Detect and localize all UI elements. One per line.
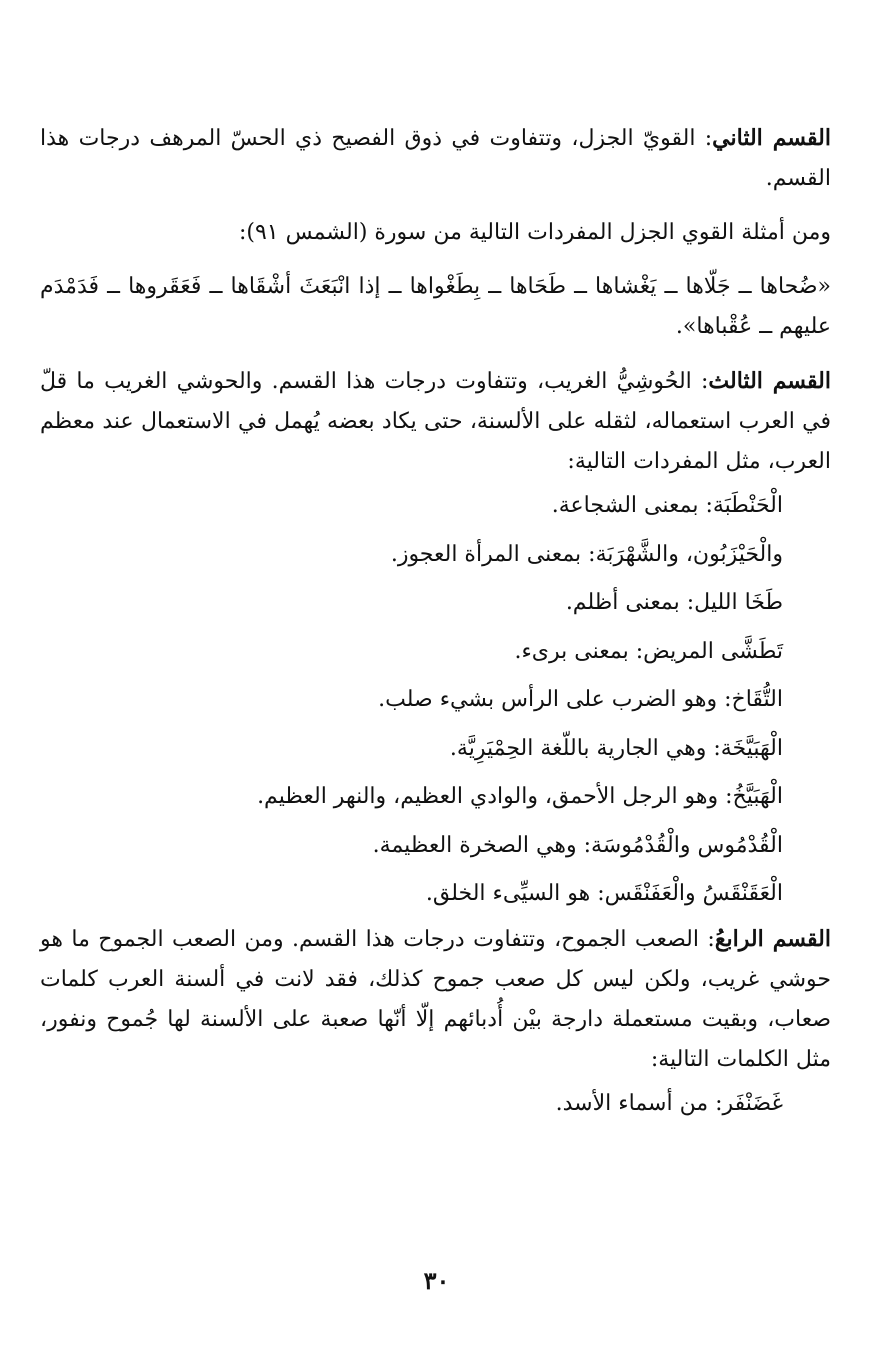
examples-intro: ومن أمثلة القوي الجزل المفردات التالية من سورة (الشمس ٩١): xyxy=(238,220,831,245)
section-four-word-list xyxy=(40,1080,831,1129)
list-item: الْهَبَيَّخَة: وهي الجارية باللّغة الحِمْيَرِيَّة. xyxy=(449,735,783,761)
list-item: والْحَيْزَبُون، والشَّهْرَبَة: بمعنى المرأة العجوز. xyxy=(390,541,783,567)
list-item: غَضَنْفَر: من أسماء الأسد. xyxy=(555,1090,783,1116)
list-item: طَخَا الليل: بمعنى أظلم. xyxy=(565,590,783,615)
section-three-word-list xyxy=(40,482,831,919)
section-four-paragraph xyxy=(40,919,831,1080)
section-two-heading: القسم الثاني xyxy=(712,125,831,151)
section-two-text: : القويّ الجزل، وتتفاوت في ذوق الفصيح ذي الحسّ المرهف درجات هذا القسم. xyxy=(40,126,831,191)
list-item: تَطَشَّى المريض: بمعنى برىء. xyxy=(514,638,783,664)
list-item: الْهَبَيَّخُ: وهو الرجل الأحمق، والوادي العظيم، والنهر العظيم. xyxy=(257,784,783,809)
section-three-text: : الحُوشِيُّ الغريب، وتتفاوت درجات هذا القسم. والحوشي الغريب ما قلّ في العرب استعماله، لثقله على الألسنة، حتى يكاد بعضه يُهمل في الاستعمال عند معظم العرب، مثل المفردات التالية: xyxy=(40,369,831,474)
section-four-heading: القسم الرابعُ xyxy=(714,925,831,952)
section-three-heading: القسم الثالث xyxy=(708,368,831,394)
quran-examples: «ضُحاها ــ جَلّاها ــ يَغْشاها ــ طَحَاها ــ بِطَغْواها ــ إذا انْبَعَثَ أشْقَاها ــ فَعَقَروها ــ فَدَمْدَم عليهم ــ عُقْباها». xyxy=(40,274,831,339)
page-number: ٣٠ xyxy=(423,1266,450,1295)
section-two-paragraph xyxy=(40,118,831,199)
section-four-text: : الصعب الجموح، وتتفاوت درجات هذا القسم. ومن الصعب الجموح ما هو حوشي غريب، ولكن ليس كل صعب جموح كذلك، فقد لانت في ألسنة العرب كلمات صعاب، وبقيت مستعملة دارجة بيْن أُدبائهم إلّا أنّها صعبة على الألسنة لها جُموح ونفور، مثل الكلمات التالية: xyxy=(40,926,831,1072)
list-item: الْعَقَنْقَسُ والْعَفَنْقَس: هو السيِّىء الخلق. xyxy=(425,881,783,906)
list-item: التُّقَاخ: وهو الضرب على الرأس بشيء صلب. xyxy=(378,687,783,712)
section-three-paragraph xyxy=(40,361,831,482)
list-item: الْقُدْمُوس والْقُدْمُوسَة: وهي الصخرة العظيمة. xyxy=(372,832,783,858)
list-item: الْحَنْطَبَة: بمعنى الشجاعة. xyxy=(551,493,783,518)
